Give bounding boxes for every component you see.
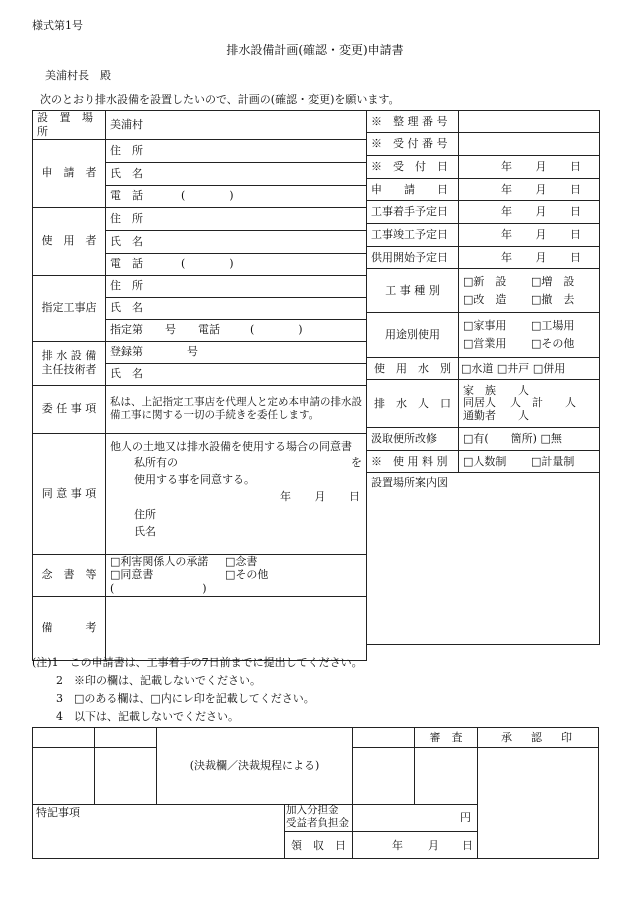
toilet-opt-yes[interactable]: □有( 箇所) [463, 432, 537, 446]
month: 月 [535, 228, 547, 242]
water-options [459, 358, 600, 380]
work-opt-remove[interactable]: □撤 去 [531, 292, 575, 306]
receipt-month: 月 [428, 839, 439, 852]
note-1: (注)1 この申請書は、工事着手の7日前までに提出してください。 [32, 656, 363, 669]
apply-date-field[interactable] [459, 179, 600, 201]
form-number: 様式第1号 [32, 19, 83, 32]
consent-month: 月 [314, 489, 326, 503]
month: 月 [535, 205, 547, 219]
phone-paren: ( ) [181, 257, 234, 271]
pop-cohabit: 同居人 [463, 396, 496, 410]
right-form-table [366, 110, 600, 645]
chief-label [33, 341, 106, 385]
year: 年 [501, 250, 512, 264]
map-area[interactable] [367, 473, 600, 645]
pop-total: 人 計 人 [510, 396, 576, 410]
receipt-date-label: ※ 受 付 日 [367, 156, 459, 179]
location-label: 設 置 場 所 [33, 111, 106, 140]
fee-opt-meter[interactable]: □計量制 [531, 454, 575, 468]
location-value[interactable]: 美浦村 [106, 111, 367, 140]
usage-opt-business[interactable]: □営業用 [463, 337, 507, 350]
user-name[interactable]: 氏 名 [106, 230, 367, 253]
work-opt-modify[interactable]: □改 造 [463, 292, 507, 306]
consent-wo: を [351, 456, 362, 470]
left-form-table [32, 110, 367, 661]
population-field[interactable] [459, 380, 600, 428]
fee-label: ※ 使 用 料 別 [367, 451, 459, 473]
work-opt-new[interactable]: □新 設 [463, 274, 507, 288]
note-3: 3 □のある欄は、□内にレ印を記載してください。 [56, 692, 315, 705]
chief-registration[interactable]: 登録第 号 [106, 341, 367, 363]
page-title: 排水設備計画(確認・変更)申請書 [226, 43, 404, 57]
water-opt-well[interactable]: □井戸 [496, 361, 530, 375]
addressee: 美浦村長 殿 [45, 69, 111, 82]
year: 年 [501, 182, 512, 196]
fee-opt-person[interactable]: □人数制 [463, 454, 507, 468]
office-use-area [32, 727, 599, 859]
toilet-options [459, 428, 600, 451]
note-4: 4 以下は、記載しないでください。 [56, 710, 239, 723]
complete-date-field[interactable] [459, 224, 600, 247]
map-label: 設置場所案内図 [371, 476, 448, 489]
approval-column-label: (決裁欄／決裁規程による) [189, 759, 320, 772]
ref-no-field[interactable] [459, 111, 600, 133]
day: 日 [570, 205, 581, 219]
contractor-address[interactable]: 住 所 [106, 275, 367, 297]
consent-year: 年 [280, 489, 291, 503]
work-type-options [459, 269, 600, 313]
pop-family: 家 族 人 [463, 383, 529, 397]
usage-options [459, 313, 600, 358]
special-notes-label: 特記事項 [36, 806, 80, 819]
pop-commuter: 通勤者 人 [463, 408, 529, 422]
remarks-label: 備 考 [33, 596, 106, 660]
usage-opt-other[interactable]: □その他 [531, 337, 575, 350]
month: 月 [535, 160, 547, 174]
year: 年 [501, 228, 512, 242]
water-label: 使 用 水 別 [367, 358, 459, 380]
fee-label-2: 受益者負担金 [286, 817, 349, 829]
user-phone[interactable] [106, 253, 367, 275]
delegation-text: 私は、上記指定工事店を代理人と定め本申請の排水設備工事に関する一切の手続きを委任します。 [106, 385, 367, 433]
chief-name[interactable]: 氏 名 [106, 363, 367, 385]
toilet-opt-no[interactable]: □無 [540, 432, 562, 446]
remarks-field[interactable] [106, 596, 367, 660]
memo-opt-2[interactable]: □念書 [225, 554, 258, 568]
consent-owner: 私所有の [134, 456, 178, 470]
month: 月 [535, 250, 547, 264]
approve-stamp-label: 承 認 印 [501, 731, 576, 744]
applicant-phone[interactable] [106, 185, 367, 207]
memo-opt-1[interactable]: □利害関係人の承諾 [110, 554, 209, 568]
user-label: 使 用 者 [33, 207, 106, 275]
delegation-label: 委 任 事 項 [33, 385, 106, 433]
day: 日 [570, 160, 581, 174]
receipt-date-label: 領 収 日 [291, 839, 346, 852]
water-opt-both[interactable]: □併用 [532, 361, 566, 375]
designated-label: 指定第 号 電話 [110, 323, 220, 337]
intro-text: 次のとおり排水設備を設置したいので、計画の(確認・変更)を願います。 [40, 93, 400, 106]
year: 年 [501, 160, 512, 174]
day: 日 [570, 250, 581, 264]
day: 日 [570, 182, 581, 196]
applicant-name[interactable]: 氏 名 [106, 162, 367, 185]
work-opt-add[interactable]: □増 設 [531, 274, 575, 288]
complete-date-label: 工事竣工予定日 [367, 224, 459, 247]
phone-label: 電 話 [110, 257, 143, 271]
work-type-label: 工 事 種 別 [367, 269, 459, 313]
memo-opt-3[interactable]: □同意書 [110, 568, 154, 582]
receipt-day: 日 [462, 839, 473, 852]
contractor-label: 指定工事店 [33, 275, 106, 341]
yen-unit: 円 [460, 811, 471, 824]
contractor-designated[interactable] [106, 319, 367, 341]
consent-line1: 他人の土地又は排水設備を使用する場合の同意書 [110, 439, 352, 453]
note-2: 2 ※印の欄は、記載しないでください。 [56, 674, 261, 687]
chief-label-1: 排 水 設 備 [41, 349, 97, 363]
fee-options [459, 451, 600, 473]
chief-label-2: 主任技術者 [41, 363, 97, 376]
water-opt-tap[interactable]: □水道 [461, 361, 494, 375]
consent-day: 日 [349, 489, 360, 503]
applicant-label: 申 請 者 [33, 139, 106, 207]
receipt-no-field[interactable] [459, 133, 600, 156]
review-label: 審 査 [429, 731, 463, 744]
month: 月 [535, 182, 547, 196]
usage-opt-factory[interactable]: □工場用 [531, 319, 575, 333]
consent-block[interactable] [106, 433, 367, 554]
user-address[interactable]: 住 所 [106, 207, 367, 230]
consent-name: 氏名 [134, 525, 156, 539]
phone-paren: ( ) [181, 189, 234, 203]
designated-paren: ( ) [250, 323, 303, 337]
memo-opt-4[interactable]: □その他( ) [110, 568, 269, 595]
population-label: 排 水 人 口 [367, 380, 459, 428]
memo-label: 念 書 等 [33, 554, 106, 596]
consent-label: 同 意 事 項 [33, 433, 106, 554]
ref-no-label: ※ 整 理 番 号 [367, 111, 459, 133]
fee-label-1: 加入分担金 [286, 804, 339, 816]
consent-addr: 住所 [134, 507, 156, 521]
usage-label: 用途別使用 [367, 313, 459, 358]
year: 年 [501, 205, 512, 219]
day: 日 [570, 228, 581, 242]
phone-label: 電 話 [110, 189, 143, 203]
consent-line3: 使用する事を同意する。 [134, 473, 255, 486]
start-date-field[interactable] [459, 201, 600, 224]
receipt-year: 年 [392, 839, 403, 852]
memo-options [106, 554, 367, 596]
applicant-address[interactable]: 住 所 [106, 139, 367, 162]
service-date-field[interactable] [459, 247, 600, 269]
apply-date-label: 申 請 日 [367, 179, 459, 201]
contractor-name[interactable]: 氏 名 [106, 297, 367, 319]
toilet-label: 汲取便所改修 [367, 428, 459, 451]
usage-opt-home[interactable]: □家事用 [463, 319, 507, 333]
service-date-label: 供用開始予定日 [367, 247, 459, 269]
receipt-date-field[interactable] [459, 156, 600, 179]
receipt-no-label: ※ 受 付 番 号 [367, 133, 459, 156]
start-date-label: 工事着手予定日 [367, 201, 459, 224]
